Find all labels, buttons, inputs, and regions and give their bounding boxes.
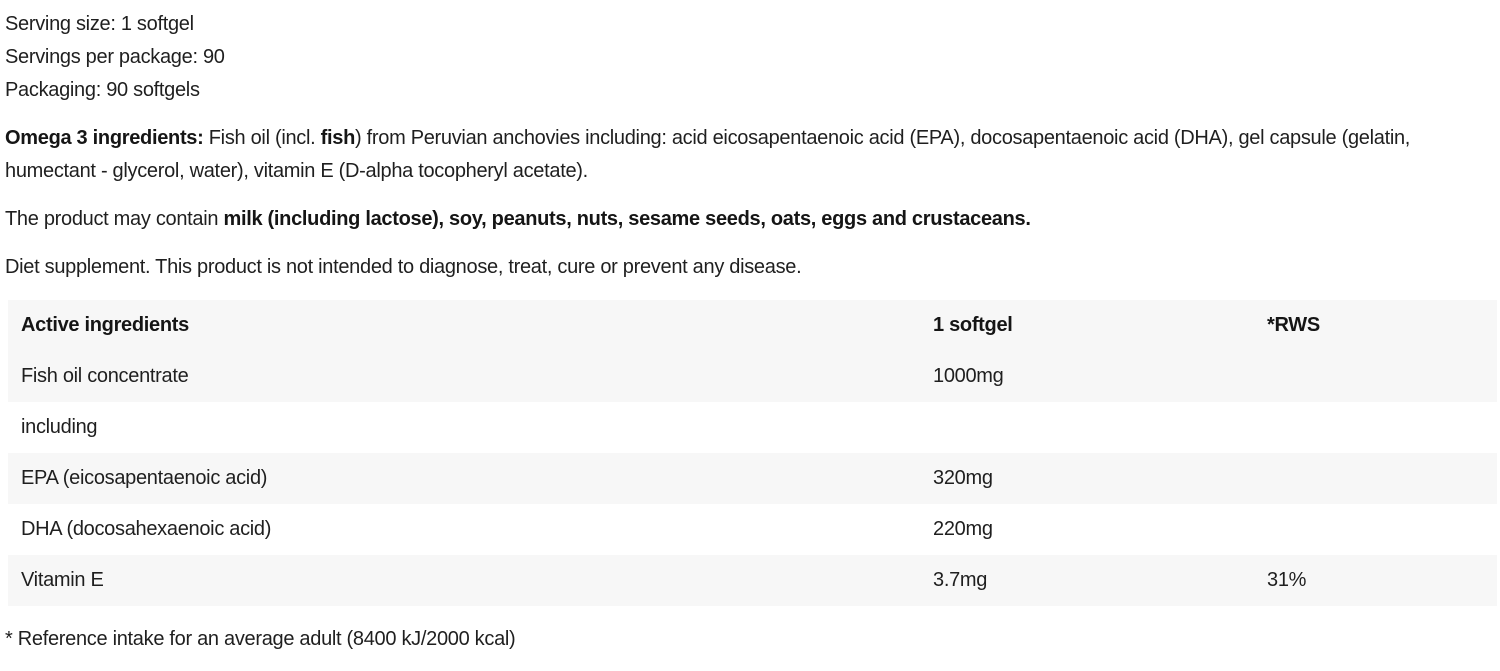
ingredient-amount: 220mg: [933, 518, 993, 540]
table-row-vitamin-e: [8, 555, 1497, 606]
column-header-rws: *RWS: [1267, 314, 1320, 336]
ingredient-rws: [1254, 351, 1497, 402]
omega3-ingredients-paragraph: [5, 122, 1494, 188]
ingredient-rws: [1254, 402, 1497, 453]
active-ingredients-table: [8, 300, 1497, 606]
serving-size-line: Serving size: 1 softgel: [5, 13, 194, 35]
column-header-serving: 1 softgel: [933, 314, 1013, 336]
ingredient-name: EPA (eicosapentaenoic acid): [21, 467, 268, 489]
column-header-active-ingredients: Active ingredients: [21, 314, 189, 336]
ingredient-name: Fish oil concentrate: [21, 365, 189, 387]
table-row-dha: [8, 504, 1497, 555]
ingredient-amount: 320mg: [933, 467, 993, 489]
serving-info-block: [5, 8, 1494, 107]
table-header-row: [8, 300, 1497, 351]
ingredient-amount: [920, 402, 1254, 453]
table-row-epa: [8, 453, 1497, 504]
table-row-including: [8, 402, 1497, 453]
ingredient-name: including: [21, 416, 98, 438]
fish-allergen-bold: fish: [320, 127, 356, 149]
ingredients-text-2: ) from Peruvian anchovies including: acid eicosapentaenoic acid (EPA), docosapentaenoic acid (DHA), gel capsule (gelatin, humectant - glycerol, water), vitamin E (D-alpha tocopheryl acetate).: [5, 127, 1411, 182]
allergen-text-lead: The product may contain: [5, 208, 224, 230]
ingredient-rws: 31%: [1267, 569, 1307, 591]
ingredient-name: DHA (docosahexaenoic acid): [21, 518, 272, 540]
ingredient-rws: [1254, 504, 1497, 555]
ingredient-rws: [1254, 453, 1497, 504]
ingredients-text-1: Fish oil (incl.: [203, 127, 321, 149]
allergen-paragraph: [5, 203, 1494, 236]
reference-intake-footnote: * Reference intake for an average adult (8400 kJ/2000 kcal): [5, 628, 516, 650]
ingredient-name: Vitamin E: [21, 569, 104, 591]
ingredient-amount: 3.7mg: [933, 569, 988, 591]
ingredient-amount: 1000mg: [933, 365, 1004, 387]
allergen-bold-list: milk (including lactose), soy, peanuts, nuts, sesame seeds, oats, eggs and crustaceans.: [223, 208, 1031, 230]
packaging-line: Packaging: 90 softgels: [5, 79, 200, 101]
omega3-ingredients-label: Omega 3 ingredients:: [5, 127, 204, 149]
disclaimer-paragraph: Diet supplement. This product is not intended to diagnose, treat, cure or prevent any disease.: [5, 256, 802, 278]
servings-per-package-line: Servings per package: 90: [5, 46, 225, 68]
table-row-fish-oil: [8, 351, 1497, 402]
